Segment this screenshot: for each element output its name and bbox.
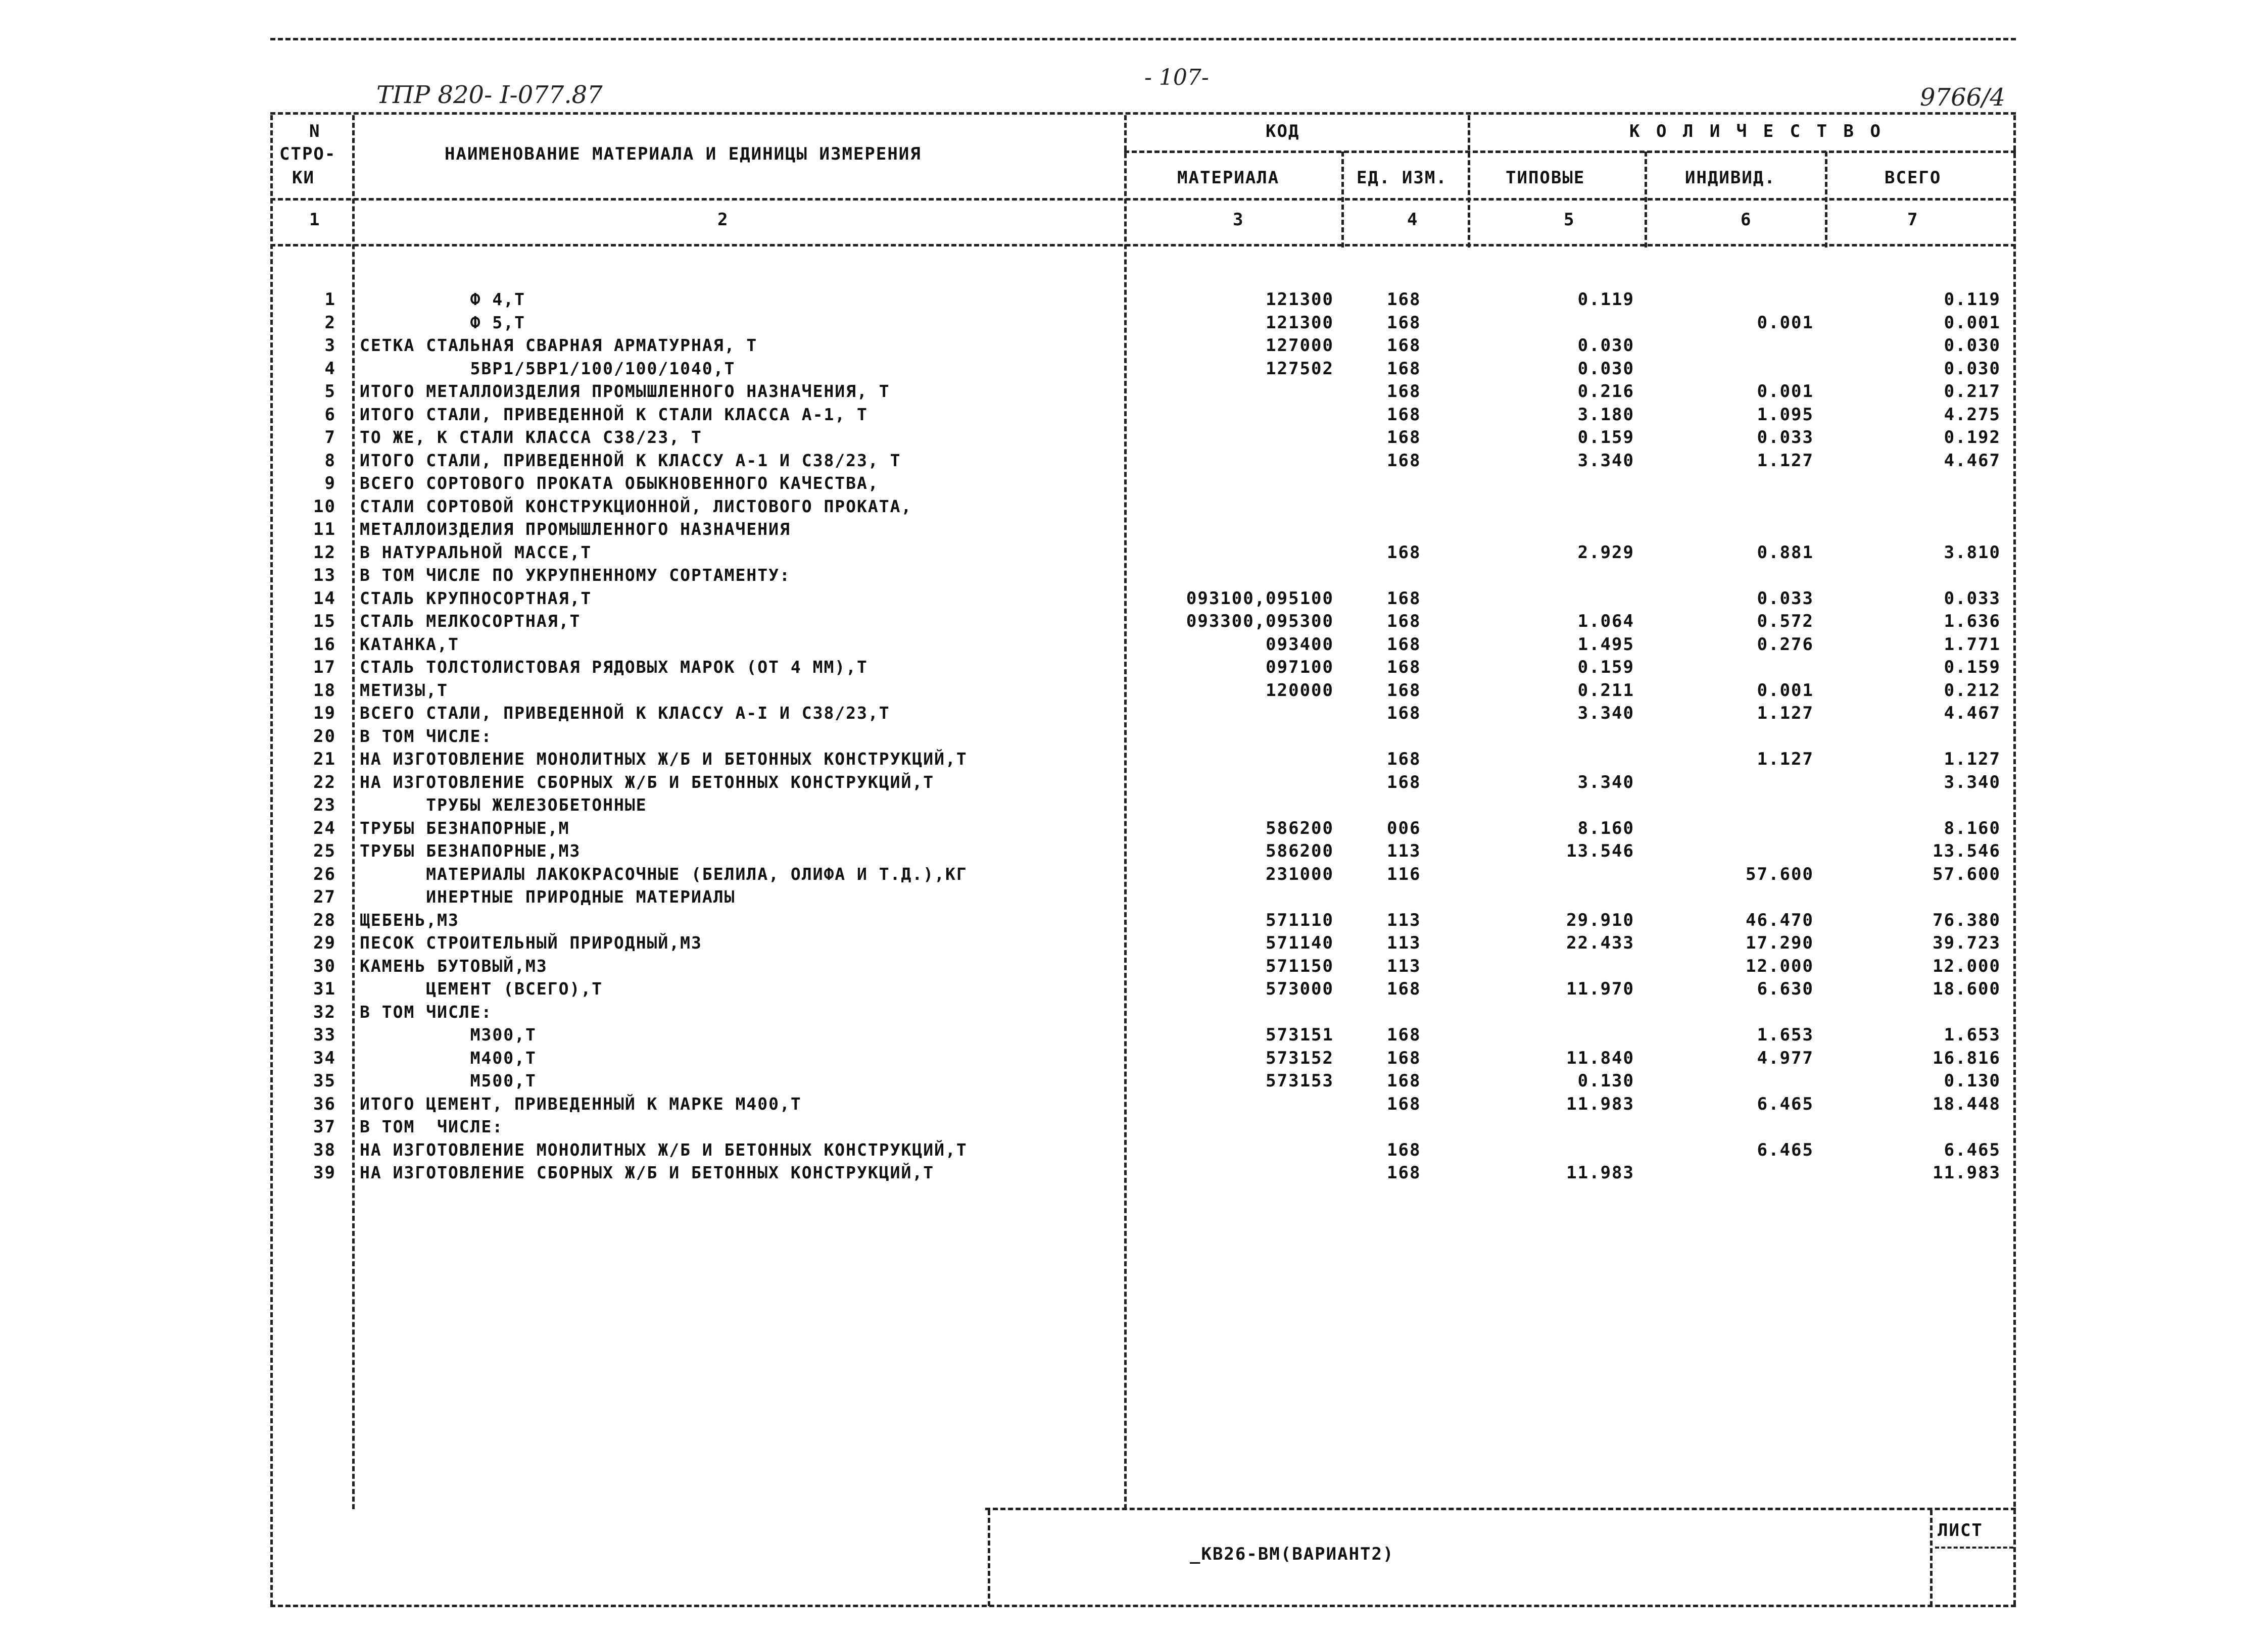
col-qty-group: К О Л И Ч Е С Т В О [1629, 121, 1884, 141]
row-individual: 6.465 [1757, 1139, 1814, 1160]
row-unit: 168 [1387, 634, 1421, 655]
row-number: 37 [313, 1117, 336, 1137]
row-name: НА ИЗГОТОВЛЕНИЕ СБОРНЫХ Ж/Б И БЕТОННЫХ КОНСТРУКЦИЙ,Т [360, 772, 935, 792]
row-total: 76.380 [1933, 910, 2001, 930]
row-code: 573000 [1266, 979, 1334, 999]
sheet-label-underline [1935, 1547, 2013, 1549]
row-name: МЕТАЛЛОИЗДЕЛИЯ ПРОМЫШЛЕННОГО НАЗНАЧЕНИЯ [360, 519, 791, 539]
row-unit: 113 [1387, 841, 1421, 861]
row-unit: 168 [1387, 611, 1421, 631]
row-total: 0.130 [1944, 1071, 2001, 1091]
row-individual: 0.001 [1757, 381, 1814, 402]
row-unit: 006 [1387, 818, 1421, 838]
row-name: ЩЕБЕНЬ,М3 [360, 910, 459, 930]
row-total: 3.340 [1944, 772, 2001, 792]
row-name: СТАЛИ СОРТОВОЙ КОНСТРУКЦИОННОЙ, ЛИСТОВОГО ПРОКАТА, [360, 496, 912, 516]
row-total: 0.030 [1944, 358, 2001, 379]
row-total: 11.983 [1933, 1163, 2001, 1183]
row-number: 27 [313, 887, 336, 907]
row-number: 10 [313, 496, 336, 517]
name-col-separator [1124, 115, 1127, 1509]
row-total: 13.546 [1933, 841, 2001, 861]
row-name: ИТОГО ЦЕМЕНТ, ПРИВЕДЕННЫЙ К МАРКЕ М400,Т [360, 1094, 802, 1114]
row-individual: 0.033 [1757, 588, 1814, 609]
row-unit: 168 [1387, 1025, 1421, 1045]
row-typical: 0.119 [1577, 289, 1634, 310]
row-total: 1.636 [1944, 611, 2001, 631]
row-individual: 57.600 [1746, 864, 1814, 884]
row-code: 231000 [1266, 864, 1334, 884]
row-code: 093100,095100 [1186, 588, 1334, 609]
row-code: 127502 [1266, 358, 1334, 379]
row-unit: 168 [1387, 427, 1421, 448]
row-individual: 0.033 [1757, 427, 1814, 448]
row-code: 571140 [1266, 933, 1334, 953]
row-number: 38 [313, 1139, 336, 1160]
sheet-label: ЛИСТ [1938, 1520, 1983, 1540]
stamp-code: _КВ26-ВМ(ВАРИАНТ2) [1190, 1544, 1394, 1564]
row-name: ПЕСОК СТРОИТЕЛЬНЫЙ ПРИРОДНЫЙ,М3 [360, 933, 702, 953]
stamp-top-rule [985, 1508, 2016, 1510]
row-number: 15 [313, 611, 336, 631]
row-name: НА ИЗГОТОВЛЕНИЕ СБОРНЫХ Ж/Б И БЕТОННЫХ КОНСТРУКЦИЙ,Т [360, 1163, 935, 1182]
row-typical: 11.840 [1566, 1048, 1634, 1068]
bottom-rule [270, 1605, 2016, 1607]
row-total: 16.816 [1933, 1048, 2001, 1068]
row-number: 5 [324, 381, 336, 402]
row-name: ВСЕГО СТАЛИ, ПРИВЕДЕННОЙ К КЛАССУ А-I И С38/23,Т [360, 703, 890, 723]
row-typical: 0.030 [1577, 358, 1634, 379]
row-code: 093400 [1266, 634, 1334, 655]
stamp-left-border [988, 1510, 990, 1606]
row-name: В ТОМ ЧИСЛЕ: [360, 1002, 493, 1022]
row-name: В НАТУРАЛЬНОЙ МАССЕ,Т [360, 542, 592, 562]
row-total: 57.600 [1933, 864, 2001, 884]
row-typical: 0.159 [1577, 427, 1634, 448]
row-total: 4.467 [1944, 450, 2001, 471]
row-number: 7 [324, 427, 336, 448]
row-unit: 168 [1387, 772, 1421, 792]
row-individual: 4.977 [1757, 1048, 1814, 1068]
header-bottom-rule [270, 198, 2016, 201]
row-total: 39.723 [1933, 933, 2001, 953]
row-unit: 168 [1387, 1071, 1421, 1091]
row-total: 12.000 [1933, 956, 2001, 976]
row-number: 32 [313, 1002, 336, 1022]
row-typical: 3.180 [1577, 404, 1634, 425]
row-typical: 0.211 [1577, 680, 1634, 701]
sheet-reference: 9766/4 [1920, 83, 2005, 112]
row-unit: 168 [1387, 979, 1421, 999]
row-number: 3 [324, 335, 336, 356]
row-number: 28 [313, 910, 336, 930]
row-total: 4.275 [1944, 404, 2001, 425]
row-unit: 113 [1387, 910, 1421, 930]
colnum-1: 1 [309, 210, 321, 230]
row-number: 2 [324, 312, 336, 333]
row-individual: 1.127 [1757, 450, 1814, 471]
right-border [2013, 115, 2016, 1605]
row-name: ВСЕГО СОРТОВОГО ПРОКАТА ОБЫКНОВЕННОГО КАЧЕСТВА, [360, 473, 879, 493]
row-individual: 0.276 [1757, 634, 1814, 655]
code-unit-separator [1341, 152, 1344, 247]
row-name: Ф 5,Т [360, 312, 526, 332]
row-name: ТРУБЫ БЕЗНАПОРНЫЕ,М [360, 818, 570, 838]
row-code: 586200 [1266, 841, 1334, 861]
row-name: В ТОМ ЧИСЛЕ: [360, 1117, 504, 1136]
row-number: 16 [313, 634, 336, 655]
row-unit: 168 [1387, 450, 1421, 471]
row-individual: 12.000 [1746, 956, 1814, 976]
row-number: 19 [313, 703, 336, 723]
row-unit: 168 [1387, 335, 1421, 356]
row-unit: 168 [1387, 358, 1421, 379]
row-individual: 17.290 [1746, 933, 1814, 953]
colnum-bottom-rule [270, 244, 2016, 246]
row-individual: 0.881 [1757, 542, 1814, 563]
row-total: 0.030 [1944, 335, 2001, 356]
row-name: НА ИЗГОТОВЛЕНИЕ МОНОЛИТНЫХ Ж/Б И БЕТОННЫХ КОНСТРУКЦИЙ,Т [360, 1139, 968, 1160]
row-number: 25 [313, 841, 336, 861]
row-name: Ф 4,Т [360, 289, 526, 309]
colnum-7: 7 [1907, 210, 1919, 230]
row-code: 121300 [1266, 312, 1334, 333]
row-code: 573151 [1266, 1025, 1334, 1045]
row-total: 0.001 [1944, 312, 2001, 333]
header-rule [270, 112, 2016, 115]
row-number: 33 [313, 1025, 336, 1045]
row-name: МАТЕРИАЛЫ ЛАКОКРАСОЧНЫЕ (БЕЛИЛА, ОЛИФА И Т.Д.),КГ [360, 864, 968, 884]
unit-typical-separator [1468, 115, 1470, 247]
row-unit: 168 [1387, 1048, 1421, 1068]
row-name: ИНЕРТНЫЕ ПРИРОДНЫЕ МАТЕРИАЛЫ [360, 887, 736, 907]
row-unit: 168 [1387, 657, 1421, 677]
row-total: 18.600 [1933, 979, 2001, 999]
row-number: 1 [324, 289, 336, 310]
row-total: 0.119 [1944, 289, 2001, 310]
row-number: 17 [313, 657, 336, 677]
row-name: СЕТКА СТАЛЬНАЯ СВАРНАЯ АРМАТУРНАЯ, Т [360, 335, 758, 355]
typical-indiv-separator [1645, 152, 1647, 247]
row-unit: 168 [1387, 404, 1421, 425]
row-individual: 6.465 [1757, 1094, 1814, 1114]
row-individual: 6.630 [1757, 979, 1814, 999]
row-typical: 0.159 [1577, 657, 1634, 677]
row-number: 39 [313, 1163, 336, 1183]
row-typical: 22.433 [1566, 933, 1634, 953]
row-name: СТАЛЬ КРУПНОСОРТНАЯ,Т [360, 588, 592, 608]
row-number: 18 [313, 680, 336, 701]
row-name: М400,Т [360, 1048, 537, 1068]
row-total: 1.771 [1944, 634, 2001, 655]
row-individual: 1.127 [1757, 703, 1814, 723]
row-unit: 168 [1387, 1163, 1421, 1183]
top-rule [270, 38, 2016, 40]
row-code: 571150 [1266, 956, 1334, 976]
row-individual: 0.572 [1757, 611, 1814, 631]
row-typical: 3.340 [1577, 450, 1634, 471]
row-total: 0.212 [1944, 680, 2001, 701]
page-number: - 107- [1144, 65, 1209, 90]
row-typical: 29.910 [1566, 910, 1634, 930]
row-unit: 168 [1387, 588, 1421, 609]
row-number: 22 [313, 772, 336, 792]
row-code: 571110 [1266, 910, 1334, 930]
row-code: 097100 [1266, 657, 1334, 677]
row-total: 8.160 [1944, 818, 2001, 838]
row-typical: 0.130 [1577, 1071, 1634, 1091]
row-typical: 3.340 [1577, 772, 1634, 792]
row-number: 9 [324, 473, 336, 493]
row-number: 4 [324, 358, 336, 379]
col-n-line3: КИ [292, 168, 315, 188]
row-number: 30 [313, 956, 336, 976]
row-name: МЕТИЗЫ,Т [360, 680, 448, 700]
row-name: В ТОМ ЧИСЛЕ ПО УКРУПНЕННОМУ СОРТАМЕНТУ: [360, 565, 791, 585]
col-n-line1: N [309, 121, 321, 141]
row-code: 127000 [1266, 335, 1334, 356]
colnum-3: 3 [1233, 210, 1244, 230]
row-number: 23 [313, 795, 336, 815]
col-n-line2: СТРО- [279, 144, 336, 164]
col-name-header: НАИМЕНОВАНИЕ МАТЕРИАЛА И ЕДИНИЦЫ ИЗМЕРЕНИЯ [445, 144, 922, 164]
col-code-material: МАТЕРИАЛА [1177, 168, 1280, 188]
row-code: 573152 [1266, 1048, 1334, 1068]
row-total: 4.467 [1944, 703, 2001, 723]
row-unit: 168 [1387, 542, 1421, 563]
row-total: 6.465 [1944, 1139, 2001, 1160]
row-name: НА ИЗГОТОВЛЕНИЕ МОНОЛИТНЫХ Ж/Б И БЕТОННЫХ КОНСТРУКЦИЙ,Т [360, 749, 968, 769]
row-number: 34 [313, 1048, 336, 1068]
row-total: 3.810 [1944, 542, 2001, 563]
row-typical: 11.983 [1566, 1163, 1634, 1183]
row-typical: 8.160 [1577, 818, 1634, 838]
row-number: 13 [313, 565, 336, 585]
row-unit: 168 [1387, 749, 1421, 769]
row-name: ТО ЖЕ, К СТАЛИ КЛАССА С38/23, Т [360, 427, 702, 447]
row-number: 26 [313, 864, 336, 884]
row-name: КАТАНКА,Т [360, 634, 459, 654]
row-individual: 0.001 [1757, 312, 1814, 333]
row-unit: 168 [1387, 703, 1421, 723]
row-unit: 113 [1387, 956, 1421, 976]
row-number: 12 [313, 542, 336, 563]
row-name: ТРУБЫ ЖЕЛЕЗОБЕТОННЫЕ [360, 795, 647, 815]
row-unit: 168 [1387, 312, 1421, 333]
row-individual: 1.653 [1757, 1025, 1814, 1045]
row-total: 0.033 [1944, 588, 2001, 609]
row-number: 20 [313, 726, 336, 747]
row-number: 11 [313, 519, 336, 539]
colnum-6: 6 [1741, 210, 1752, 230]
col-typical-header: ТИПОВЫЕ [1506, 168, 1585, 188]
row-number: 36 [313, 1094, 336, 1114]
stamp-sheet-separator [1930, 1510, 1933, 1606]
row-unit: 168 [1387, 1139, 1421, 1160]
row-code: 573153 [1266, 1071, 1334, 1091]
row-name: СТАЛЬ ТОЛСТОЛИСТОВАЯ РЯДОВЫХ МАРОК (ОТ 4 ММ),Т [360, 657, 868, 677]
row-unit: 168 [1387, 680, 1421, 701]
colnum-5: 5 [1564, 210, 1575, 230]
row-typical: 1.064 [1577, 611, 1634, 631]
row-individual: 46.470 [1746, 910, 1814, 930]
row-individual: 1.095 [1757, 404, 1814, 425]
row-typical: 3.340 [1577, 703, 1634, 723]
row-code: 586200 [1266, 818, 1334, 838]
row-number: 24 [313, 818, 336, 838]
row-typical: 11.970 [1566, 979, 1634, 999]
row-number: 29 [313, 933, 336, 953]
row-name: М500,Т [360, 1071, 537, 1090]
row-unit: 116 [1387, 864, 1421, 884]
row-total: 0.217 [1944, 381, 2001, 402]
indiv-total-separator [1825, 152, 1827, 247]
row-name: ИТОГО МЕТАЛЛОИЗДЕЛИЯ ПРОМЫШЛЕННОГО НАЗНАЧЕНИЯ, Т [360, 381, 890, 401]
row-name: КАМЕНЬ БУТОВЫЙ,М3 [360, 956, 548, 976]
left-border [270, 115, 273, 1605]
row-typical: 11.983 [1566, 1094, 1634, 1114]
row-name: ТРУБЫ БЕЗНАПОРНЫЕ,М3 [360, 841, 581, 861]
row-total: 0.159 [1944, 657, 2001, 677]
row-name: В ТОМ ЧИСЛЕ: [360, 726, 493, 746]
col-total-header: ВСЕГО [1885, 168, 1942, 188]
row-individual: 1.127 [1757, 749, 1814, 769]
row-name: 5ВР1/5ВР1/100/100/1040,Т [360, 358, 736, 378]
row-typical: 0.030 [1577, 335, 1634, 356]
row-unit: 168 [1387, 381, 1421, 402]
row-name: ИТОГО СТАЛИ, ПРИВЕДЕННОЙ К СТАЛИ КЛАССА А-1, Т [360, 404, 868, 424]
row-code: 093300,095300 [1186, 611, 1334, 631]
row-name: М300,Т [360, 1025, 537, 1045]
row-number: 14 [313, 588, 336, 609]
row-typical: 2.929 [1577, 542, 1634, 563]
col-code-group: КОД [1266, 121, 1300, 141]
col-unit-header: ЕД. ИЗМ. [1357, 168, 1447, 188]
row-number: 31 [313, 979, 336, 999]
row-name: ЦЕМЕНТ (ВСЕГО),Т [360, 979, 603, 999]
row-typical: 1.495 [1577, 634, 1634, 655]
row-number: 35 [313, 1071, 336, 1091]
row-number: 8 [324, 450, 336, 471]
colnum-4: 4 [1407, 210, 1419, 230]
n-col-separator [352, 115, 355, 1509]
row-individual: 0.001 [1757, 680, 1814, 701]
row-unit: 168 [1387, 289, 1421, 310]
row-unit: 168 [1387, 1094, 1421, 1114]
row-number: 6 [324, 404, 336, 425]
row-total: 1.653 [1944, 1025, 2001, 1045]
row-total: 1.127 [1944, 749, 2001, 769]
colnum-2: 2 [717, 210, 729, 230]
row-total: 0.192 [1944, 427, 2001, 448]
doc-code: ТПР 820- І-077.87 [376, 81, 603, 109]
col-individual-header: ИНДИВИД. [1685, 168, 1776, 188]
row-unit: 113 [1387, 933, 1421, 953]
row-name: ИТОГО СТАЛИ, ПРИВЕДЕННОЙ К КЛАССУ А-1 И С38/23, Т [360, 450, 901, 470]
row-name: СТАЛЬ МЕЛКОСОРТНАЯ,Т [360, 611, 581, 631]
row-typical: 13.546 [1566, 841, 1634, 861]
header-mid-rule [1124, 151, 2016, 153]
row-total: 18.448 [1933, 1094, 2001, 1114]
row-typical: 0.216 [1577, 381, 1634, 402]
row-code: 120000 [1266, 680, 1334, 701]
row-number: 21 [313, 749, 336, 769]
row-code: 121300 [1266, 289, 1334, 310]
